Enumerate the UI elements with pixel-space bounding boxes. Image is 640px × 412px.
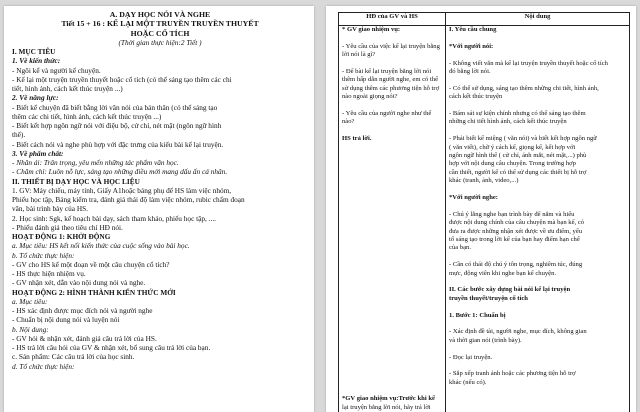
col2-line bbox=[449, 320, 626, 328]
col1-line bbox=[342, 387, 442, 395]
col1-line bbox=[342, 177, 442, 185]
col2-line: - Đọc lại truyện. bbox=[449, 353, 493, 361]
col1-line bbox=[342, 261, 442, 269]
left-page-line: thể). bbox=[12, 130, 26, 140]
col1-line bbox=[342, 253, 442, 261]
col1-line bbox=[342, 269, 442, 277]
col2-line: của bạn. bbox=[449, 244, 471, 252]
col2-line: - Phải biết kể miệng ( văn nói) và biết kết hợp ngôn ngữ bbox=[449, 135, 597, 143]
left-page-line: 3. Về phẩm chất: bbox=[12, 148, 64, 158]
col2-line bbox=[449, 186, 626, 194]
col1-line: nào? bbox=[342, 118, 355, 126]
col1-line bbox=[342, 34, 442, 42]
col2-line bbox=[449, 102, 626, 110]
col2-line: cần thiết, người kể có thể sử dụng các thiết bị hỗ trợ bbox=[449, 168, 587, 176]
col2-line: khác (nếu có). bbox=[449, 378, 487, 386]
col2-line bbox=[449, 34, 626, 42]
col1-line bbox=[342, 337, 442, 345]
col1-line bbox=[342, 202, 442, 210]
col2-line: tố sáng tạo trong lời kể của bạn hay điểm hạn chế bbox=[449, 236, 580, 244]
teacher-student-activity-cell bbox=[339, 26, 446, 412]
col1-line: * GV giao nhiệm vụ: bbox=[342, 26, 401, 33]
left-page-line: - Kể lại một truyện truyền thuyết hoặc cổ tích (có thể sáng tạo thêm các chi bbox=[12, 74, 232, 84]
left-page-line: - HS xác định được mục đích nói và người nghe bbox=[12, 306, 153, 315]
col2-header: Nội dung bbox=[446, 13, 630, 26]
col1-line bbox=[342, 345, 442, 353]
left-page-line: - GV cho HS kể một đoạn về một câu chuyện cổ tích? bbox=[12, 259, 170, 269]
col2-line: - Có thể sử dụng, sáng tạo thêm những chi tiết, hình ảnh, bbox=[449, 84, 599, 92]
col1-line: lời nói là gì? bbox=[342, 51, 376, 59]
col1-line bbox=[342, 320, 442, 328]
left-page-line: b. Nội dung: bbox=[12, 324, 49, 334]
col2-line bbox=[449, 127, 626, 135]
col1-line bbox=[342, 144, 442, 152]
col2-line: được nội dung chính của câu chuyện mà bạn kể, có bbox=[449, 219, 585, 227]
left-page-line: c. Sản phẩm: Các câu trả lời của học sinh. bbox=[12, 352, 135, 362]
col2-line: - Bám sát sự kiện chính nhưng có thể sáng tạo thêm bbox=[449, 110, 586, 117]
left-page-line: - Biết cách nói và nghe phù hợp với đặc trưng của kiểu bài kể lại truyện. bbox=[12, 139, 224, 149]
col1-line bbox=[342, 169, 442, 177]
left-page-line: - Chăm chỉ: Luôn nỗ lực, sáng tạo những điều mới mang dấu ấn cá nhân. bbox=[12, 167, 228, 177]
left-page-line: b. Tổ chức thực hiện: bbox=[12, 250, 75, 260]
left-page-line: d. Tổ chức thực hiện: bbox=[12, 361, 75, 371]
col1-line bbox=[342, 278, 442, 286]
col1-line bbox=[342, 286, 442, 294]
activity-table bbox=[338, 12, 630, 412]
col1-line bbox=[342, 160, 442, 168]
col1-line bbox=[342, 186, 442, 194]
left-page-line: I. MỤC TIÊU bbox=[12, 47, 56, 56]
col2-line: - Chú ý lắng nghe bạn trình bày để nắm và hiểu bbox=[449, 210, 575, 218]
left-page-line: 2. Về năng lực: bbox=[12, 93, 59, 103]
left-page-line: HOẠT ĐỘNG 2: HÌNH THÀNH KIẾN THỨC MỚI bbox=[12, 287, 176, 297]
col1-line bbox=[342, 127, 442, 135]
col2-line: hợp với nội dung câu chuyện. Trong trường hợp bbox=[449, 160, 576, 168]
left-page-line: văn, bài trình bày của HS. bbox=[12, 204, 88, 214]
col2-line: khác (tranh, ảnh, video,...) bbox=[449, 177, 519, 185]
col2-line bbox=[449, 202, 626, 210]
col2-line: 1. Bước 1: Chuẩn bị bbox=[449, 311, 506, 319]
col1-line: *GV giao nhiệm vụ:Trước khi kể bbox=[342, 395, 435, 403]
left-page-line: - Nhân ái: Trân trọng, yêu mến những tác phẩm văn học. bbox=[12, 158, 179, 167]
col1-line: lại truyện bằng lời nói, hãy trả lời bbox=[342, 403, 431, 411]
left-page-line: - GV nhận xét, dẫn vào nội dung nói và nghe. bbox=[12, 278, 146, 288]
col1-line bbox=[342, 102, 442, 110]
left-page-line: - Chuẩn bị nội dung nói và luyện nói bbox=[12, 315, 120, 325]
left-page-line: - HS thực hiện nhiệm vụ. bbox=[12, 269, 86, 278]
col1-line bbox=[342, 303, 442, 311]
left-document-page bbox=[4, 6, 314, 412]
col1-line: - Yêu cầu của việc kể lại truyện bằng bbox=[342, 42, 440, 50]
left-page-line: a. Mục tiêu: bbox=[12, 296, 48, 306]
left-page-line: - GV hỏi & nhận xét, đánh giá câu trả lời của HS. bbox=[12, 333, 157, 343]
col1-line bbox=[342, 362, 442, 370]
col1-line bbox=[342, 311, 442, 319]
col1-line bbox=[342, 379, 442, 387]
col1-line bbox=[342, 353, 442, 361]
left-page-line: - Phiếu đánh giá theo tiêu chí HĐ nói. bbox=[12, 222, 123, 232]
left-page-line: Tiết 15 + 16 : KỂ LẠI MỘT TRUYỀN TRUYỀN THUYẾT bbox=[61, 19, 259, 29]
col2-line: I. Yêu cầu chung bbox=[449, 26, 497, 33]
col1-line: HS trả lời. bbox=[342, 135, 372, 143]
left-page-line: A. DẠY HỌC NÓI VÀ NGHE bbox=[109, 10, 211, 19]
col1-line: nào ngoài giọng nói? bbox=[342, 93, 398, 101]
left-page-line: - Biết kết hợp ngôn ngữ nói với điệu bộ, cử chỉ, nét mặt (ngôn ngữ hình bbox=[12, 121, 222, 130]
col1-line bbox=[342, 219, 442, 227]
col1-line: - Yêu cầu của người nghe như thế bbox=[342, 110, 432, 118]
col2-line: - Cần có thái độ chú ý tôn trọng, nghiêm túc, đúng bbox=[449, 261, 583, 269]
col2-line: ngôn ngữ hình thể ( cử chỉ, ánh mắt, nét mặt,...) phù bbox=[449, 152, 587, 160]
col1-line bbox=[342, 328, 442, 336]
col2-line bbox=[449, 345, 626, 353]
col2-line: đó bằng lời nói. bbox=[449, 68, 491, 75]
col2-line bbox=[449, 362, 626, 370]
col1-line: - Để bài kể lại truyện bằng lời nói bbox=[342, 68, 432, 75]
col2-line: và thời gian nói (trình bày). bbox=[449, 336, 522, 344]
col1-line: sử dụng thêm các phương tiện hỗ trợ bbox=[342, 84, 440, 92]
col2-line: đưa ra được những nhận xét được về ưu điểm, yếu bbox=[449, 227, 583, 235]
left-page-line: II. THIẾT BỊ DẠY HỌC VÀ HỌC LIỆU bbox=[12, 176, 140, 186]
col2-line: cách kết thúc truyện bbox=[449, 93, 503, 101]
col2-line: II. Các bước xây dựng bài nói kể lại truyện bbox=[449, 286, 571, 294]
col2-line bbox=[449, 278, 626, 286]
col2-line bbox=[449, 51, 626, 59]
left-page-line: thêm các chi tiết, hình ảnh, cách kết thúc truyện ...) bbox=[12, 111, 162, 121]
right-document-page bbox=[326, 6, 636, 412]
col2-line: - Sắp xếp tranh ảnh hoặc các phương tiện hỗ trợ bbox=[449, 370, 576, 378]
col1-line: thêm hấp dẫn người nghe, em có thể bbox=[342, 76, 439, 84]
col2-line: truyền thuyết/truyện cổ tích bbox=[449, 294, 528, 302]
left-page-line: (Thời gian thực hiện:2 Tiết ) bbox=[118, 37, 202, 47]
col1-line bbox=[342, 211, 442, 219]
left-page-line: 1. Về kiến thức: bbox=[12, 56, 61, 66]
col2-line: ( văn viết), chữ ý cách kể, giọng kể, kết hợp với bbox=[449, 143, 576, 151]
left-page-line: - Ngôi kể và người kể chuyện. bbox=[12, 65, 101, 75]
col2-line bbox=[449, 76, 626, 84]
col2-line: - Xác định đề tài, người nghe, mục đích, không gian bbox=[449, 328, 587, 336]
left-page-line: 2. Học sinh: Sgk, kế hoạch bài dạy, sách tham khảo, phiếu học tập, .... bbox=[12, 213, 216, 223]
col2-line bbox=[449, 253, 626, 261]
col1-line bbox=[342, 152, 442, 160]
left-page-line: Phiếu học tập, Bảng kiểm tra, đánh giá thái độ làm việc nhóm, rubic chấm đoạn bbox=[12, 195, 245, 204]
left-page-line: a. Mục tiêu: HS kết nối kiến thức của cuộc sống vào bài học. bbox=[12, 241, 190, 251]
col2-line: - Không viết văn mà kể lại truyện truyền thuyết hoặc cổ tích bbox=[449, 59, 608, 67]
col2-line: mực, động viên khi nghe bạn kể chuyện. bbox=[449, 269, 557, 277]
col1-line bbox=[342, 228, 442, 236]
col1-line bbox=[342, 295, 442, 303]
col1-line bbox=[342, 244, 442, 252]
left-page-line: - HS trả lời câu hỏi của GV & nhận xét, bổ sung câu trả lời của bạn. bbox=[12, 343, 211, 352]
left-page-line: HOẶC CỔ TÍCH bbox=[130, 28, 190, 38]
col1-line bbox=[342, 194, 442, 202]
col1-header: HĐ của GV và HS bbox=[339, 13, 446, 26]
col1-line bbox=[342, 236, 442, 244]
left-page-line: 1. GV: Máy chiếu, máy tính, Giấy A1hoặc bảng phụ để HS làm việc nhóm, bbox=[12, 185, 232, 195]
left-page-line: - Biết kể chuyện đã biết bằng lời văn nói của bản thân (có thể sáng tạo bbox=[12, 102, 218, 112]
col1-line bbox=[342, 60, 442, 68]
left-page-line: tiết, hình ảnh, cách kết thúc truyện ...) bbox=[12, 84, 123, 93]
content-cell bbox=[446, 26, 630, 412]
col2-line: *Với người nghe: bbox=[449, 194, 498, 202]
col1-line bbox=[342, 370, 442, 378]
left-page-line: HOẠT ĐỘNG 1: KHỞI ĐỘNG bbox=[12, 232, 111, 241]
col2-line: *Với người nói: bbox=[449, 42, 494, 50]
col2-line: những chi tiết hình ảnh, cách kết thúc truyện bbox=[449, 118, 567, 126]
col2-line bbox=[449, 303, 626, 311]
left-page-text bbox=[12, 10, 308, 371]
